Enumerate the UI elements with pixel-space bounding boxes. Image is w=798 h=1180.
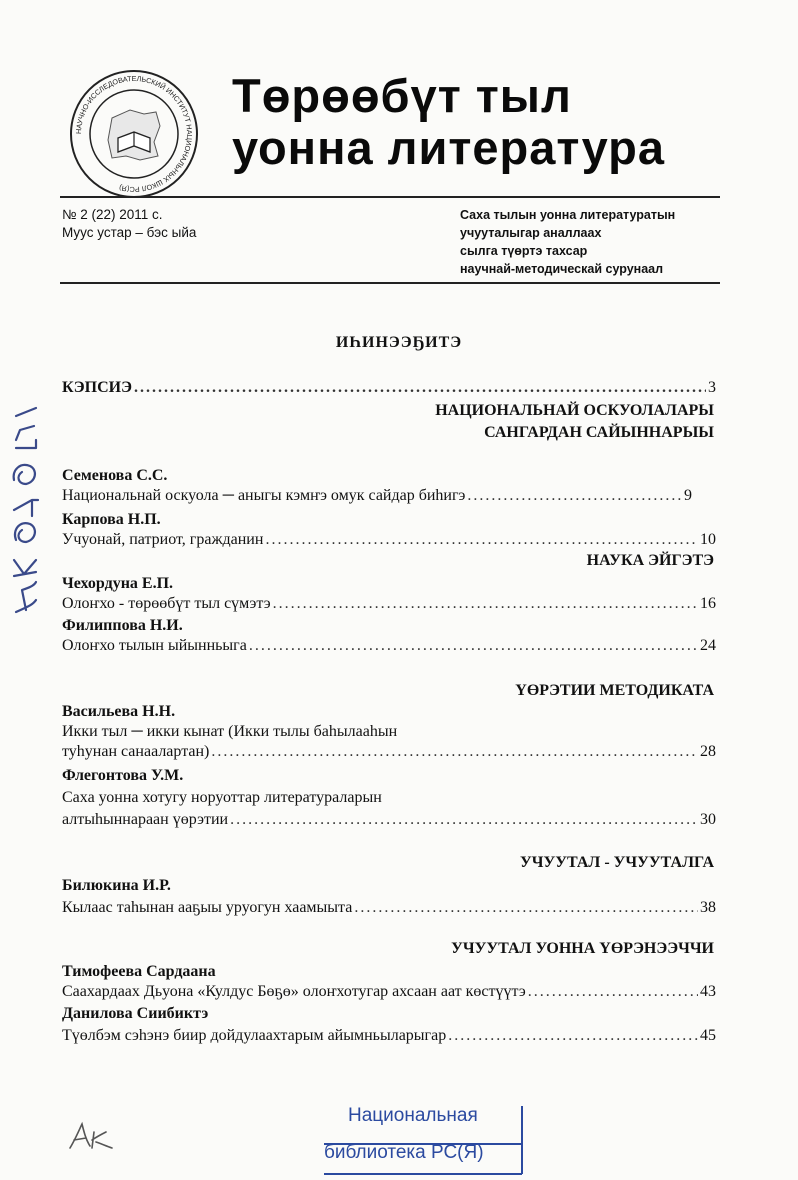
handwritten-initials [66,1118,116,1154]
article-title-line-2: туһунан санаалартан) [62,743,210,760]
toc-entry [62,594,716,614]
leader-dots [263,530,698,550]
journal-title [232,70,665,174]
desc-line-2: учууталыгар аналлаах [460,226,602,240]
author-name: Карпова Н.П. [62,511,161,528]
toc-entry [62,810,716,830]
toc-entry-intro [62,378,716,398]
contents-heading: ИҺИНЭЭҔИТЭ [335,334,463,351]
author-name: Семенова С.С. [62,467,168,484]
article-title: Саахардаах Дьуона «Кулдус Бөҕө» олоҥхотугар ахсаан аат көстүүтэ [62,983,526,1000]
page-number: 38 [700,899,716,916]
toc-entry [62,742,716,762]
leader-dots [526,982,698,1002]
section-1-line-1: НАЦИОНАЛЬНАЙ ОСКУОЛАЛАРЫ [435,402,714,419]
issue-info [62,206,196,242]
section-heading-2: НАУКА ЭЙГЭТЭ [586,552,714,569]
page-number: 16 [700,595,716,612]
page-number: 45 [700,1027,716,1044]
section-heading-3: ҮӨРЭТИИ МЕТОДИКАТА [515,682,714,699]
article-title-line-1: Саха уонна хотугу норуоттар литератураларын [62,789,382,806]
toc-entry [62,982,716,1002]
author-name: Флегонтова У.М. [62,767,184,784]
author-name: Филиппова Н.И. [62,617,183,634]
leader-dots [465,486,682,506]
section-heading-1 [435,400,714,444]
header-rule-bottom [60,282,720,284]
author-name: Данилова Сиибиктэ [62,1005,209,1022]
article-title: Национальнай оскуола ─ аныгы кэмҥэ омук сайдар биһигэ [62,487,466,504]
article-title-line-2: алтыһыннараан үөрэтии [62,811,229,828]
leader-dots [132,378,706,398]
article-title: Учуонай, патриот, гражданин [62,531,264,548]
author-name: Билюкина И.Р. [62,877,171,894]
article-title-line-1: Икки тыл ─ икки кынат (Икки тылы баһылааһын [62,723,398,740]
article-title: Кылаас таһынан ааҕыы уруогун хаамыыта [62,899,353,916]
desc-line-3: сылга түөртэ тахсар [460,244,588,258]
desc-line-4: научнай-методическай сурунаал [460,262,664,276]
toc-intro-label: КЭПСИЭ [62,379,132,396]
issue-number: № 2 (22) 2011 с. [62,207,163,222]
page-number: 10 [700,531,716,548]
page-number: 28 [700,743,716,760]
section-1-line-2: САНГАРДАН САЙЫННАРЫЫ [484,424,714,441]
article-title: Түөлбэм сэһэнэ биир дойдулаахтарым айымньыларыгар [62,1027,447,1044]
toc-entry [62,486,692,506]
page-number: 3 [708,379,716,396]
header-rule-top [60,196,720,198]
desc-line-1: Саха тылын уонна литературатын [460,208,676,222]
leader-dots [271,594,698,614]
author-name: Чехордуна Е.П. [62,575,174,592]
toc-entry [62,636,716,656]
page-number: 24 [700,637,716,654]
leader-dots [209,742,698,762]
page-number: 43 [700,983,716,1000]
section-heading-4: УЧУУТАЛ - УЧУУТАЛГА [520,854,714,871]
institute-seal-logo [68,68,200,200]
page-number: 30 [700,811,716,828]
leader-dots [247,636,698,656]
page-number: 9 [684,487,692,504]
stamp-line-1: Национальная [348,1105,478,1126]
author-name: Васильева Н.Н. [62,703,176,720]
leader-dots [228,810,698,830]
journal-description [460,206,675,278]
author-name: Тимофеева Сардаана [62,963,216,980]
section-heading-5: УЧУУТАЛ УОННА ҮӨРЭНЭЭЧЧИ [451,940,714,957]
article-title: Олоҥхо тылын ыйынньыга [62,637,247,654]
article-title: Олоҥхо - төрөөбүт тыл сүмэтэ [62,595,271,612]
toc-entry [62,1026,716,1046]
toc-entry [62,530,716,550]
handwritten-call-number [2,400,46,620]
issue-season: Муус устар – бэс ыйа [62,225,197,240]
title-line-1: Төрөөбүт тыл [232,69,572,122]
title-line-2: уонна литература [232,121,665,174]
seal-text: НАУЧНО-ИССЛЕДОВАТЕЛЬСКИЙ ИНСТИТУТ НАЦИОНАЛЬНЫХ ШКОЛ РС(Я) [73,73,195,195]
stamp-line-2: библиотека РС(Я) [324,1142,484,1163]
leader-dots [352,898,698,918]
leader-dots [446,1026,698,1046]
toc-entry [62,898,716,918]
